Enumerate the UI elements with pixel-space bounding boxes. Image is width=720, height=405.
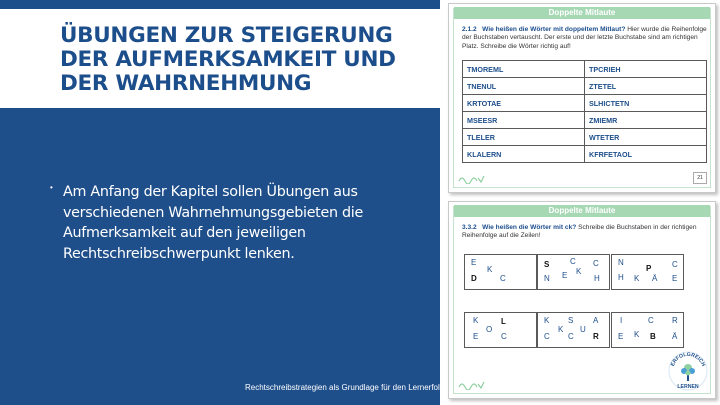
letter-puzzle bbox=[537, 254, 610, 290]
puzzle-letter: U bbox=[580, 325, 586, 334]
puzzle-letter: C bbox=[500, 274, 506, 283]
table-cell: KRTOTAE bbox=[463, 95, 585, 112]
puzzle-letter: C bbox=[568, 332, 574, 341]
puzzle-letter: O bbox=[486, 325, 493, 334]
letter-puzzle bbox=[464, 312, 537, 348]
puzzle-letter: Ä bbox=[652, 274, 658, 283]
puzzle-letter: A bbox=[593, 316, 599, 325]
letter-puzzle bbox=[611, 254, 684, 290]
worksheet-instruction bbox=[462, 26, 710, 51]
bullet-text: Am Anfang der Kapitel sollen Übungen aus verschiedenen Wahrnehmungsgebieten die Aufmerksamkeit auf den jeweiligen Rechtschreibschwerpunkt lenken. bbox=[63, 184, 363, 262]
table-cell: TLELER bbox=[463, 129, 585, 146]
table-cell: TPCRIEH bbox=[585, 61, 707, 78]
puzzle-letter: D bbox=[471, 274, 477, 283]
puzzle-letter: K bbox=[558, 325, 564, 334]
puzzle-letter: P bbox=[646, 264, 652, 273]
table-row bbox=[463, 129, 707, 146]
exercise-instruction: Hier wurde die Reihenfolge der Buchstaben vertauscht. Der erste und der letzte Buchstabe sind am richtigen Platz. Schreibe die Wörter richtig auf! bbox=[462, 26, 707, 50]
puzzle-letter: K bbox=[487, 265, 493, 274]
slide-title: ÜBUNGEN ZUR STEIGERUNG DER AUFMERKSAMKEIT UND DER WAHRNEHMUNG bbox=[60, 23, 396, 96]
puzzle-letter: K bbox=[544, 316, 550, 325]
table-row bbox=[463, 78, 707, 95]
table-cell: ZTETEL bbox=[585, 78, 707, 95]
puzzle-letter: S bbox=[568, 316, 574, 325]
puzzle-letter: E bbox=[618, 332, 624, 341]
svg-text:LERNEN: LERNEN bbox=[677, 384, 699, 390]
table-row bbox=[463, 146, 707, 163]
puzzle-letter: K bbox=[473, 316, 479, 325]
footer-text: Rechtschreibstrategien als Grundlage für den Lernerfolg bbox=[245, 383, 445, 392]
puzzle-letter: C bbox=[544, 332, 550, 341]
table-cell: ZMIEMR bbox=[585, 112, 707, 129]
svg-text:ERFOLGREICH: ERFOLGREICH bbox=[669, 351, 707, 368]
letter-puzzle bbox=[464, 254, 537, 290]
table-cell: TMOREML bbox=[463, 61, 585, 78]
worksheet-header: Doppelte Mitlaute bbox=[454, 7, 710, 19]
exercise-number: 3.3.2 bbox=[462, 224, 477, 231]
puzzle-letter: H bbox=[594, 274, 600, 283]
puzzle-letter: K bbox=[576, 267, 582, 276]
tree-logo-icon bbox=[667, 350, 709, 397]
puzzle-letter: E bbox=[471, 258, 477, 267]
worksheet-header: Doppelte Mitlaute bbox=[454, 205, 710, 217]
table-cell: TNENUL bbox=[463, 78, 585, 95]
puzzle-letter: N bbox=[618, 258, 624, 267]
squiggle-icon bbox=[458, 380, 488, 390]
squiggle-icon bbox=[458, 174, 488, 184]
table-row bbox=[463, 112, 707, 129]
table-cell: MSEESR bbox=[463, 112, 585, 129]
table-cell: SLHICTETN bbox=[585, 95, 707, 112]
table-cell: KLALERN bbox=[463, 146, 585, 163]
bullet-icon: • bbox=[50, 183, 53, 192]
table-row bbox=[463, 61, 707, 78]
worksheet-instruction bbox=[462, 224, 710, 241]
letter-puzzle bbox=[611, 312, 684, 348]
table-cell: KFRFETAOL bbox=[585, 146, 707, 163]
puzzle-letter: R bbox=[593, 332, 599, 341]
letter-puzzle bbox=[537, 312, 610, 348]
puzzle-letter: I bbox=[620, 316, 623, 325]
table-row bbox=[463, 95, 707, 112]
exercise-question: Wie heißen die Wörter mit ck? bbox=[482, 224, 577, 231]
puzzle-letter: C bbox=[570, 257, 576, 266]
puzzle-letter: K bbox=[634, 274, 640, 283]
exercise-instruction: Schreibe die Buchstaben in der richtigen Reihenfolge auf die Zeilen! bbox=[462, 224, 697, 240]
puzzle-letter: C bbox=[501, 332, 507, 341]
puzzle-letter: Ä bbox=[672, 332, 678, 341]
top-accent-bar bbox=[0, 0, 440, 9]
table-cell: WTETER bbox=[585, 129, 707, 146]
puzzle-letter: S bbox=[544, 260, 550, 269]
puzzle-letter: E bbox=[672, 274, 678, 283]
worksheet-thumbnail-1 bbox=[448, 3, 716, 193]
puzzle-letter: C bbox=[593, 259, 599, 268]
puzzle-letter: L bbox=[501, 317, 506, 326]
page-number: 21 bbox=[693, 172, 707, 184]
puzzle-letter: E bbox=[473, 332, 479, 341]
exercise-question: Wie heißen die Wörter mit doppeltem Mitlaut? bbox=[482, 26, 626, 33]
word-table bbox=[462, 60, 707, 163]
puzzle-letter: H bbox=[618, 273, 624, 282]
puzzle-letter: C bbox=[648, 316, 654, 325]
puzzle-letter: K bbox=[634, 330, 640, 339]
puzzle-letter: R bbox=[672, 316, 678, 325]
puzzle-letter: B bbox=[650, 332, 656, 341]
puzzle-letter: N bbox=[544, 274, 550, 283]
puzzle-letter: E bbox=[562, 271, 568, 280]
puzzle-letter: C bbox=[672, 260, 678, 269]
exercise-number: 2.1.2 bbox=[462, 26, 477, 33]
